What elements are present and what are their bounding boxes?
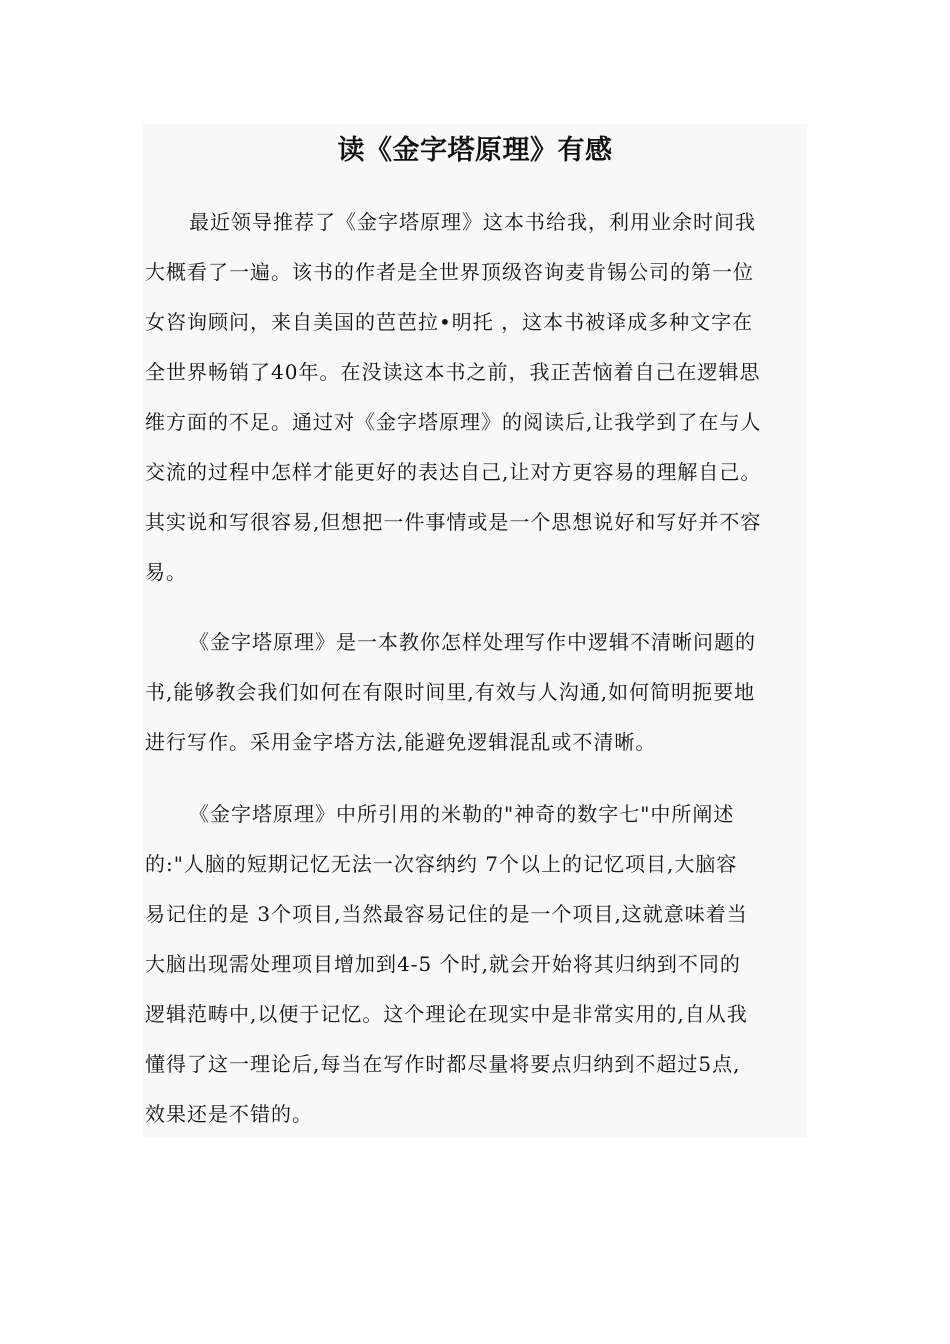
paragraph-line: 逻辑范畴中,以便于记忆。这个理论在现实中是非常实用的,自从我 [145, 1002, 748, 1026]
paragraph-line: 易。 [145, 560, 187, 584]
paragraph-line: 易记住的是 3个项目,当然最容易记住的是一个项目,这就意味着当 [145, 902, 748, 926]
paragraph-line: 女咨询顾问，来自美国的芭芭拉•明托 ，这本书被译成多种文字在 [145, 310, 754, 334]
paragraph-2 [145, 617, 807, 767]
document-title: 读《金字塔原理》有感 [337, 135, 613, 166]
paragraph-line: 进行写作。采用金字塔方法,能避免逻辑混乱或不清晰。 [145, 730, 657, 754]
paragraph-line: 书,能够教会我们如何在有限时间里,有效与人沟通,如何简明扼要地 [145, 680, 756, 704]
paragraph-line: 维方面的不足。通过对《金字塔原理》的阅读后,让我学到了在与人 [145, 410, 762, 434]
paragraph-3 [145, 789, 807, 1139]
paragraph-line: 懂得了这一理论后,每当在写作时都尽量将要点归纳到不超过5点, [145, 1052, 741, 1076]
paragraph-line: 的:"人脑的短期记忆无法一次容纳约 7个以上的记忆项目,大脑容 [145, 852, 738, 876]
paragraph-line: 其实说和写很容易,但想把一件事情或是一个思想说好和写好并不容 [145, 510, 762, 534]
paragraph-1 [145, 197, 807, 597]
paragraph-line: 效果还是不错的。 [145, 1102, 313, 1126]
paragraph-line: 《金字塔原理》是一本教你怎样处理写作中逻辑不清晰问题的 [189, 630, 756, 654]
paragraph-line: 全世界畅销了40年。在没读这本书之前，我正苦恼着自己在逻辑思 [145, 360, 761, 384]
paragraph-line: 《金字塔原理》中所引用的米勒的"神奇的数字七"中所阐述 [189, 802, 735, 826]
paragraph-line: 大概看了一遍。该书的作者是全世界顶级咨询麦肯锡公司的第一位 [145, 260, 754, 284]
paragraph-line: 最近领导推荐了《金字塔原理》这本书给我，利用业余时间我 [189, 210, 756, 234]
paragraph-line: 大脑出现需处理项目增加到4-5 个时,就会开始将其归纳到不同的 [145, 952, 741, 976]
paragraph-line: 交流的过程中怎样才能更好的表达自己,让对方更容易的理解自己。 [145, 460, 762, 484]
